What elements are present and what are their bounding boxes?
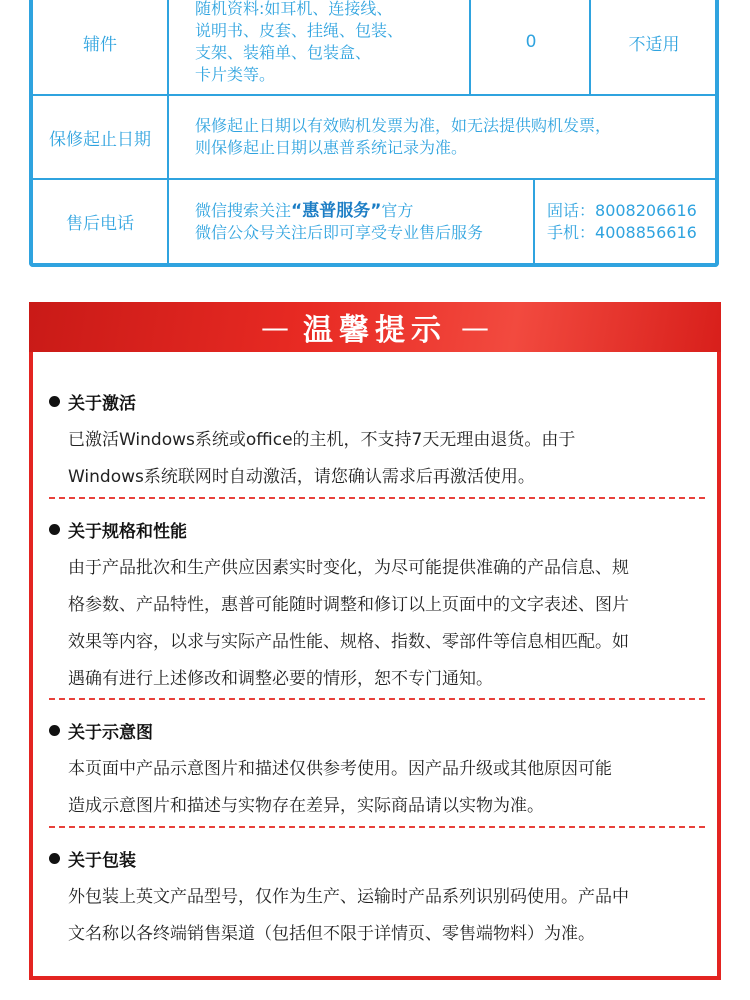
warranty-table: [29, 0, 719, 267]
tips-panel: [29, 302, 721, 980]
warranty-period-text: [171, 96, 715, 178]
section-line: 由于产品批次和生产供应因素实时变化，为尽可能提供准确的产品信息、规: [68, 558, 629, 578]
bullet-icon: [49, 725, 60, 736]
section-body: [68, 879, 709, 953]
section-title: [49, 845, 709, 871]
section-line: 文名称以各终端销售渠道（包括但不限于详情页、零售端物料）为准。: [68, 924, 595, 944]
tips-section-activation: [49, 388, 709, 496]
section-body: [68, 751, 709, 825]
landline-number[interactable]: 8008206616: [595, 200, 697, 220]
tips-section-packaging: [49, 845, 709, 953]
bullet-icon: [49, 396, 60, 407]
accessories-label: 辅件: [33, 0, 169, 94]
after-sales-label: 售后电话: [33, 180, 169, 263]
section-line: 格参数、产品特性，惠普可能随时调整和修订以上页面中的文字表述、图片: [68, 595, 629, 615]
landline-label: 固话：: [547, 200, 596, 220]
section-line: 已激活Windows系统或office的主机，不支持7天无理由退货。由于: [68, 430, 576, 450]
section-body: [68, 550, 709, 698]
warranty-period-line-2: 则保修起止日期以惠普系统记录为准。: [195, 138, 468, 157]
accessories-status: 不适用: [628, 34, 680, 55]
section-title: [49, 388, 709, 414]
section-divider: [49, 826, 705, 828]
section-divider: [49, 698, 705, 700]
section-divider: [49, 497, 705, 499]
bullet-icon: [49, 853, 60, 864]
section-body: [68, 422, 709, 496]
accessories-items-text: 随机资料:如耳机、连接线、 说明书、皮套、挂绳、包装、 支架、装箱单、包装盒、 卡片类等。: [195, 0, 404, 84]
bullet-icon: [49, 524, 60, 535]
tips-title: 温馨提示: [303, 313, 447, 348]
section-title: [49, 516, 709, 542]
tips-section-specs: [49, 516, 709, 698]
table-row-warranty-period: [33, 96, 715, 180]
section-line: Windows系统联网时自动激活，请您确认需求后再激活使用。: [68, 467, 535, 487]
table-row-after-sales: [33, 180, 715, 263]
section-title-text: 关于示意图: [68, 722, 153, 743]
accessories-value: 0: [473, 0, 591, 94]
section-line: 本页面中产品示意图片和描述仅供参考使用。因产品升级或其他原因可能: [68, 759, 612, 779]
section-title-text: 关于包装: [68, 850, 136, 871]
table-row-accessories: [33, 0, 715, 96]
warranty-period-label: 保修起止日期: [33, 96, 169, 178]
section-title: [49, 717, 709, 743]
section-title-text: 关于规格和性能: [68, 521, 187, 542]
section-title-text: 关于激活: [68, 393, 136, 414]
tips-section-illustration: [49, 717, 709, 825]
wechat-prefix: 微信搜索关注: [195, 200, 292, 220]
wechat-service-name: “惠普服务”: [291, 200, 382, 221]
after-sales-phones: [537, 180, 715, 263]
mobile-label: 手机：: [547, 222, 596, 242]
accessories-items: [171, 0, 471, 94]
mobile-number[interactable]: 4008856616: [595, 222, 697, 242]
header-dash-left-icon: —: [261, 310, 289, 344]
after-sales-wechat: [171, 180, 535, 263]
section-line: 外包装上英文产品型号，仅作为生产、运输时产品系列识别码使用。产品中: [68, 887, 629, 907]
tips-header: [29, 302, 721, 352]
wechat-line-2: 微信公众号关注后即可享受专业售后服务: [195, 222, 484, 242]
section-line: 效果等内容，以求与实际产品性能、规格、指数、零部件等信息相匹配。如: [68, 632, 629, 652]
header-dash-right-icon: —: [461, 310, 489, 344]
wechat-suffix: 官方: [381, 200, 414, 220]
section-line: 遇确有进行上述修改和调整必要的情形，恕不专门通知。: [68, 669, 493, 689]
section-line: 造成示意图片和描述与实物存在差异，实际商品请以实物为准。: [68, 796, 544, 816]
warranty-period-line-1: 保修起止日期以有效购机发票为准，如无法提供购机发票，: [195, 116, 612, 135]
